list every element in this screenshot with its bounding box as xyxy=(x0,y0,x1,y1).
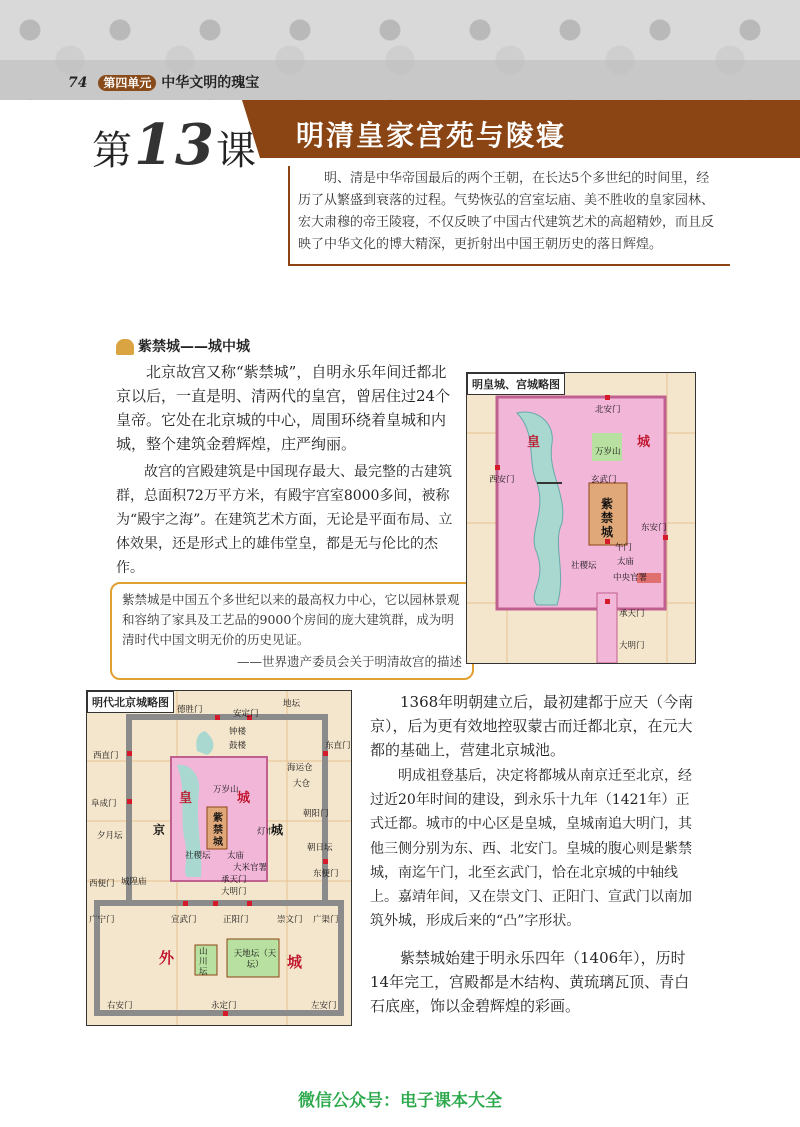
unit-title: 中华文明的瑰宝 xyxy=(161,75,260,91)
map1-huang: 皇 xyxy=(527,435,541,450)
lesson-prefix: 第 xyxy=(92,128,134,174)
map2-dengshi: 灯市 xyxy=(257,827,275,837)
map2-zhonglou: 钟楼 xyxy=(229,727,247,737)
palace-icon xyxy=(116,339,134,355)
map2-ritan: 朝日坛 xyxy=(307,843,333,853)
map2-dami: 大米官署 xyxy=(233,863,268,873)
map2-cheng3: 城 xyxy=(287,953,303,971)
quote-text: 紫禁城是中国五个多世纪以来的最高权力中心，它以园林景观和容纳了家具及工艺品的9000个房间的庞大建筑群，成为明清时代中国文明无价的历史见证。 xyxy=(122,592,460,647)
map2-youan: 右安门 xyxy=(107,1001,133,1011)
map2-xibian: 西便门 xyxy=(89,879,115,889)
map2-drawing xyxy=(87,691,351,1025)
map2-chongwenmen: 崇文门 xyxy=(277,915,303,925)
map2-sheji: 社稷坛 xyxy=(185,851,211,861)
lesson-title: 明清皇家宫苑与陵寝 xyxy=(296,119,567,152)
map1-sheji: 社稷坛 xyxy=(571,561,597,571)
map2-chengtian: 承天门 xyxy=(221,875,247,885)
map1-wansuishan: 万岁山 xyxy=(595,447,621,457)
map2-tiandi: 天地坛（天坛） xyxy=(233,949,277,970)
map2-guangqumen: 广渠门 xyxy=(313,915,339,925)
map1-east-gate: 东安门 xyxy=(641,523,667,533)
map1-zijin: 紫禁城 xyxy=(601,497,614,539)
map2-zhengyangmen: 正阳门 xyxy=(223,915,249,925)
paragraph-1: 北京故宫又称“紫禁城”，自明永乐年间迁都北京以后，一直是明、清两代的皇宫，曾居住过24个皇帝。它处在北京城的中心，周围环绕着皇城和内城，整个建筑金碧辉煌，庄严绚丽。 xyxy=(116,363,451,453)
map2-chenghuangmiao: 城隍庙 xyxy=(121,877,147,887)
page-header xyxy=(68,72,259,92)
map2-daming: 大明门 xyxy=(221,887,247,897)
map2-zuoan: 左安门 xyxy=(311,1001,337,1011)
map2-dongbian: 东便门 xyxy=(313,869,339,879)
ming-beijing-map xyxy=(86,690,352,1026)
map2-taimiao: 太庙 xyxy=(227,851,245,861)
map1-drawing xyxy=(467,373,695,663)
map2-xuanwumen: 宣武门 xyxy=(171,915,197,925)
map1-north-gate: 北安门 xyxy=(595,405,621,415)
imperial-city-map xyxy=(466,372,696,664)
map2-wai: 外 xyxy=(159,949,175,967)
map1-chengtian: 承天门 xyxy=(619,609,645,619)
map2-deshengmen: 德胜门 xyxy=(177,705,203,715)
lesson-number xyxy=(92,112,258,178)
map2-dongzhimen: 东直门 xyxy=(325,741,351,751)
heritage-quote xyxy=(110,582,474,680)
quote-source: ——世界遗产委员会关于明清故宫的描述 xyxy=(236,654,462,669)
map2-ditan: 地坛 xyxy=(283,699,301,709)
section-title: 紫禁城——城中城 xyxy=(138,339,250,355)
map2-guanganmen: 广宁门 xyxy=(89,915,115,925)
map1-zhongyang: 中央官署 xyxy=(613,573,648,583)
map2-chaoyangmen: 朝阳门 xyxy=(303,809,329,819)
map2-yuetan: 夕月坛 xyxy=(97,831,123,841)
paragraph-2: 故宫的宫殿建筑是中国现存最大、最完整的古建筑群，总面积72万平方米，有殿宇宫室8000多间，被称为“殿宇之海”。在建筑艺术方面，无论是平面布局、立体效果，还是形式上的雄伟堂皇，都是无与伦比的杰作。 xyxy=(116,464,453,576)
map1-title: 明皇城、宫城略图 xyxy=(467,373,565,395)
map1-cheng: 城 xyxy=(637,435,651,450)
page-number: 74 xyxy=(68,75,88,91)
map2-dacang: 大仓 xyxy=(293,779,311,789)
map2-yongding: 永定门 xyxy=(211,1001,237,1011)
map2-title: 明代北京城略图 xyxy=(87,691,174,713)
map2-shanchuan: 山川坛 xyxy=(199,947,208,977)
map2-xizhimen: 西直门 xyxy=(93,751,119,761)
map2-haiyun: 海运仓 xyxy=(287,763,313,773)
map2-zijin: 紫禁城 xyxy=(213,813,223,848)
unit-badge: 第四单元 xyxy=(98,75,156,91)
paragraph-3: 1368年明朝建立后，最初建都于应天（今南京），后为更有效地控驭蒙古而迁都北京，在元大都的基础上，营建北京城池。 xyxy=(370,693,694,759)
paragraph-5: 紫禁城始建于明永乐四年（1406年），历时14年完工，宫殿都是木结构、黄琉璃瓦顶、青白石底座，饰以金碧辉煌的彩画。 xyxy=(370,949,690,1015)
map1-west-gate: 西安门 xyxy=(489,475,515,485)
map2-wansuishan: 万岁山 xyxy=(213,785,239,795)
map2-jing: 京 xyxy=(153,823,166,837)
map2-anding: 安定门 xyxy=(233,709,259,719)
map2-cheng2: 城 xyxy=(271,823,284,837)
map2-gulou: 鼓楼 xyxy=(229,741,247,751)
lesson-num: 13 xyxy=(134,112,216,178)
map1-daming: 大明门 xyxy=(619,641,645,651)
watermark-footer: 微信公众号：电子课本大全 xyxy=(298,1091,502,1111)
intro-text: 明、清是中华帝国最后的两个王朝，在长达5个多世纪的时间里，经历了从繁盛到衰落的过程。气势恢弘的宫室坛庙、美不胜收的皇家园林、宏大肃穆的帝王陵寝，不仅反映了中国古代建筑艺术的高超精妙，而且反映了中华文化的博大精深，更折射出中国王朝历史的落日辉煌。 xyxy=(288,166,730,266)
map1-xuanwu: 玄武门 xyxy=(591,475,617,485)
map2-fuchengmen: 阜成门 xyxy=(91,799,117,809)
paragraph-4: 明成祖登基后，决定将都城从南京迁至北京，经过近20年时间的建设，到永乐十九年（1421年）正式迁都。城市的中心区是皇城，皇城南追大明门，其他三侧分别为东、西、北安门。皇城的腹心则是紫禁城，南迄午门，北至玄武门，恰在北京城的中轴线上。嘉靖年间，又在崇文门、正阳门、宣武门以南加筑外城，形成后来的“凸”字形状。 xyxy=(370,768,692,930)
section-heading xyxy=(116,336,250,356)
map2-cheng: 城 xyxy=(237,791,251,806)
map1-taimiao: 太庙 xyxy=(617,557,635,567)
map1-wumen: 午门 xyxy=(615,543,633,553)
lesson-suffix: 课 xyxy=(215,128,258,174)
map2-huang: 皇 xyxy=(179,791,193,806)
